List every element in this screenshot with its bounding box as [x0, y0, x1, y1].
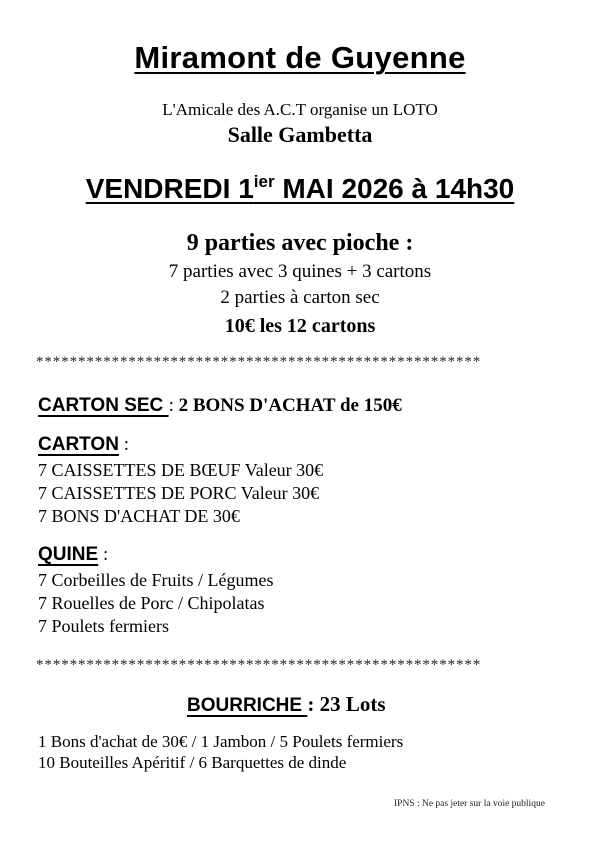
- price-line: 10€ les 12 cartons: [224, 315, 376, 337]
- date-prefix: VENDREDI 1: [85, 173, 254, 204]
- separator-stars: *****************************************************: [36, 657, 482, 673]
- town-title: [0, 40, 600, 76]
- carton-label: CARTON: [38, 434, 119, 455]
- games-line: 7 parties avec 3 quines + 3 cartons: [168, 261, 432, 282]
- list-item: 7 Poulets fermiers: [38, 616, 169, 636]
- carton-sec-label: CARTON SEC: [38, 395, 169, 416]
- games-title: 9 parties avec pioche :: [186, 230, 414, 256]
- carton-section-heading: [38, 432, 129, 459]
- list-item: 7 Rouelles de Porc / Chipolatas: [38, 593, 265, 613]
- footer-notice: IPNS : Ne pas jeter sur la voie publique: [394, 799, 545, 809]
- carton-sec-section: [38, 393, 402, 420]
- organizer-line: L'Amicale des A.C.T organise un LOTO: [162, 100, 438, 119]
- quine-label: QUINE: [38, 544, 99, 565]
- date-superscript: ier: [253, 172, 275, 191]
- separator-stars: *****************************************************: [36, 354, 482, 370]
- bourriche-section-heading: [187, 691, 386, 720]
- event-date-text: [86, 173, 515, 204]
- bourriche-label: BOURRICHE: [187, 695, 308, 716]
- carton-colon: :: [118, 434, 129, 455]
- list-item: 7 BONS D'ACHAT DE 30€: [38, 506, 240, 526]
- carton-prize-list: [38, 459, 323, 528]
- town-title-text: Miramont de Guyenne: [134, 40, 466, 75]
- bourriche-prize-list: [38, 731, 403, 773]
- date-suffix: MAI 2026 à 14h30: [274, 173, 515, 204]
- carton-sec-value: 2 BONS D'ACHAT de 150€: [173, 395, 402, 416]
- event-date: [0, 172, 600, 206]
- list-item: 7 Corbeilles de Fruits / Légumes: [38, 570, 274, 590]
- quine-colon: :: [98, 544, 109, 565]
- games-line: 2 parties à carton sec: [220, 287, 380, 308]
- venue-name: Salle Gambetta: [227, 122, 373, 147]
- bourriche-value: : 23 Lots: [307, 692, 386, 716]
- list-item: 7 CAISSETTES DE PORC Valeur 30€: [38, 483, 320, 503]
- list-item: 10 Bouteilles Apéritif / 6 Barquettes de dinde: [38, 753, 347, 772]
- quine-section-heading: [38, 542, 108, 569]
- list-item: 1 Bons d'achat de 30€ / 1 Jambon / 5 Poulets fermiers: [38, 732, 404, 751]
- quine-prize-list: [38, 569, 273, 638]
- carton-sec-colon: :: [168, 395, 174, 416]
- list-item: 7 CAISSETTES DE BŒUF Valeur 30€: [38, 460, 324, 480]
